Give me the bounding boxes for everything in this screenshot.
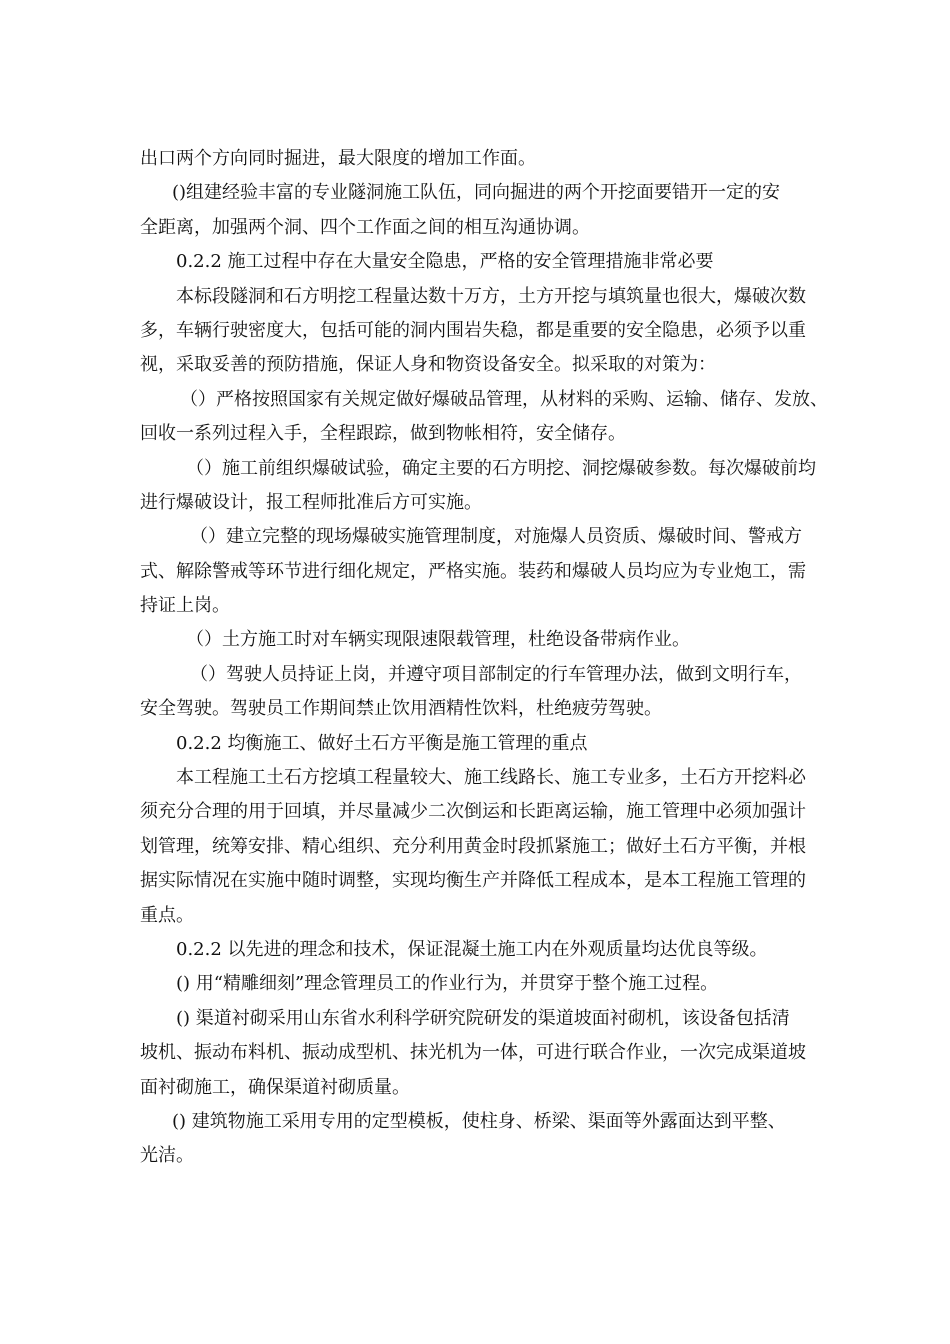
section-heading: 0.2.2 以先进的理念和技术，保证混凝土施工内在外观质量均达优良等级。: [176, 938, 768, 960]
text-line: 持证上岗。: [140, 595, 230, 617]
text-line: 划管理，统筹安排、精心组织、充分利用黄金时段抓紧施工；做好土石方平衡，并根: [140, 835, 806, 857]
text-line: 坡机、振动布料机、振动成型机、抹光机为一体，可进行联合作业，一次完成渠道坡: [140, 1042, 806, 1064]
text-line: 光洁。: [140, 1145, 194, 1167]
text-line: () 渠道衬砌采用山东省水利科学研究院研发的渠道坡面衬砌机，该设备包括清: [176, 1007, 790, 1029]
text-line: 进行爆破设计，报工程师批准后方可实施。: [140, 491, 482, 513]
text-line: （）施工前组织爆破试验，确定主要的石方明挖、洞挖爆破参数。每次爆破前均: [186, 457, 816, 479]
text-line: 本标段隧洞和石方明挖工程量达数十万方，土方开挖与填筑量也很大，爆破次数: [176, 285, 806, 307]
text-line: （）土方施工时对车辆实现限速限载管理，杜绝设备带病作业。: [186, 629, 690, 651]
text-line: 式、解除警戒等环节进行细化规定，严格实施。装药和爆破人员均应为专业炮工，需: [140, 560, 806, 582]
text-line: 视，采取妥善的预防措施，保证人身和物资设备安全。拟采取的对策为：: [140, 354, 716, 376]
text-line: （）建立完整的现场爆破实施管理制度，对施爆人员资质、爆破时间、警戒方: [190, 526, 802, 548]
text-line: () 用“精雕细刻”理念管理员工的作业行为，并贯穿于整个施工过程。: [176, 973, 719, 995]
document-body: [140, 142, 860, 1174]
text-line: ()组建经验丰富的专业隧洞施工队伍，同向掘进的两个开挖面要错开一定的安: [172, 182, 781, 204]
text-line: 面衬砌施工，确保渠道衬砌质量。: [140, 1076, 410, 1098]
text-line: 全距离，加强两个洞、四个工作面之间的相互沟通协调。: [140, 216, 590, 238]
text-line: 须充分合理的用于回填，并尽量减少二次倒运和长距离运输，施工管理中必须加强计: [140, 801, 806, 823]
text-line: 多，车辆行驶密度大，包括可能的洞内围岩失稳，都是重要的安全隐患，必须予以重: [140, 319, 806, 341]
text-line: 安全驾驶。驾驶员工作期间禁止饮用酒精性饮料，杜绝疲劳驾驶。: [140, 698, 662, 720]
text-line: 回收一系列过程入手，全程跟踪，做到物帐相符，安全储存。: [140, 423, 626, 445]
text-line: （）驾驶人员持证上岗，并遵守项目部制定的行车管理办法，做到文明行车，: [190, 663, 802, 685]
text-line: 据实际情况在实施中随时调整，实现均衡生产并降低工程成本，是本工程施工管理的: [140, 870, 806, 892]
section-heading: 0.2.2 施工过程中存在大量安全隐患，严格的安全管理措施非常必要: [176, 251, 714, 273]
text-line: () 建筑物施工采用专用的定型模板，使柱身、桥梁、渠面等外露面达到平整、: [172, 1110, 786, 1132]
text-line: （）严格按照国家有关规定做好爆破品管理，从材料的采购、运输、储存、发放、: [180, 388, 828, 410]
text-line: 本工程施工土石方挖填工程量较大、施工线路长、施工专业多，土石方开挖料必: [176, 767, 806, 789]
text-line: 重点。: [140, 904, 194, 926]
section-heading: 0.2.2 均衡施工、做好土石方平衡是施工管理的重点: [176, 732, 588, 754]
text-line: 出口两个方向同时掘进，最大限度的增加工作面。: [140, 148, 536, 169]
